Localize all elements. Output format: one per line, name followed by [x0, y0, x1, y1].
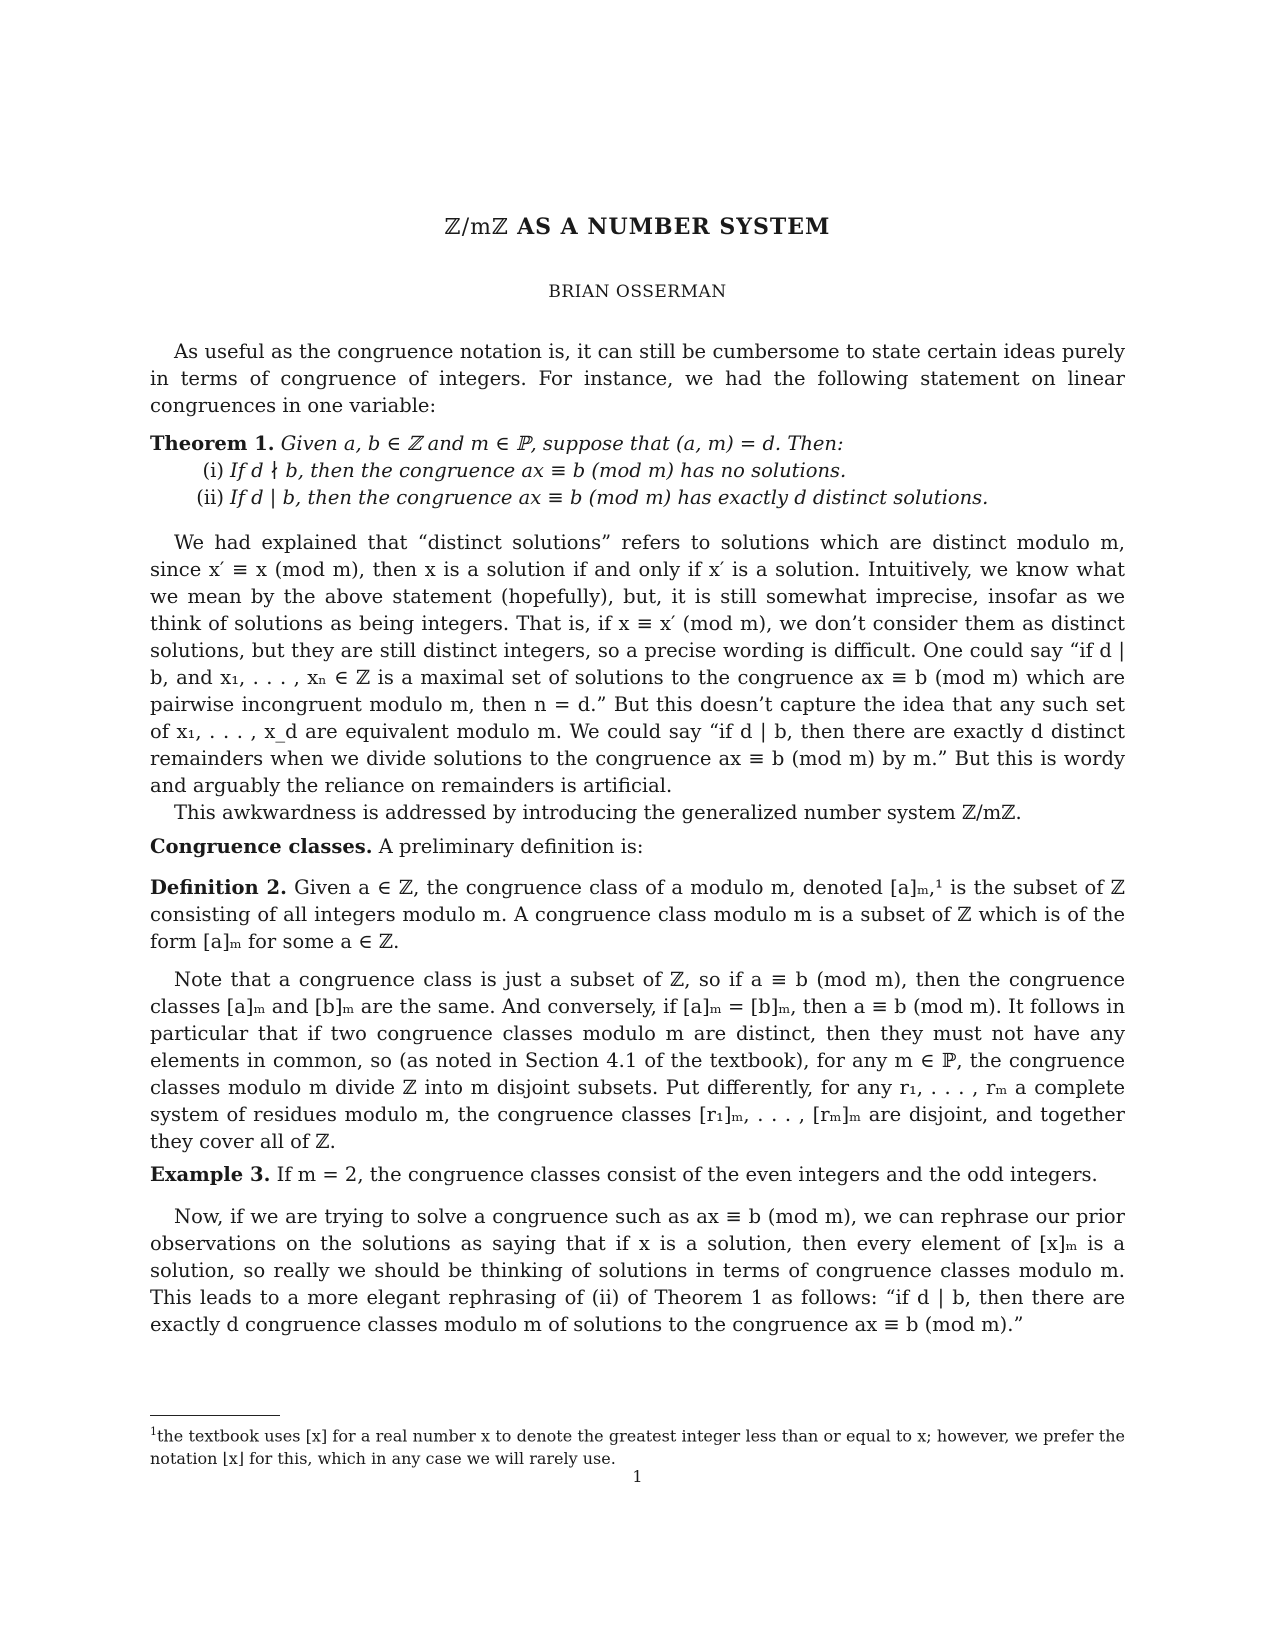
page-number: 1: [632, 1467, 643, 1486]
section-heading: Congruence classes.: [150, 835, 373, 858]
paragraph-distinct-solutions: We had explained that “distinct solutions” refers to solutions which are distinct modulo m, since x′ ≡ x (mod m), then x is a solution if and only if x′ is a solution. Intuitively, we know what we mean by the above statement (hopefully), but, it is still somewhat imprecise, insofar as we think of solutions as being integers. That is, if x ≡ x′ (mod m), we don’t consider them as distinct solutions, but they are still distinct integers, so a precise wording is difficult. One could say “if d | b, and x₁, . . . , xₙ ∈ ℤ is a maximal set of solutions to the congruence ax ≡ b (mod m) which are pairwise incongruent modulo m, then n = d.” But this doesn’t capture the idea that any such set of x₁, . . . , x_d are equivalent modulo m. We could say “if d | b, then there are exactly d distinct remainders when we divide solutions to the congruence ax ≡ b (mod m) by m.” But this is wordy and arguably the reliance on remainders is artificial. This awkwardness is addressed by introducing the generalized number system ℤ/mℤ.: [150, 531, 1125, 824]
footnote-rule: [150, 1415, 280, 1416]
example-head: Example 3.: [150, 1163, 271, 1186]
title-text: AS A NUMBER SYSTEM: [517, 214, 831, 240]
paragraph-rephrase: Now, if we are trying to solve a congruence such as ax ≡ b (mod m), we can rephrase our prior observations on the solutions as saying that if x is a solution, then every element of [x]ₘ is a solution, so really we should be thinking of solutions in terms of congruence classes modulo m. This leads to a more elegant rephrasing of (ii) of Theorem 1 as follows: “if d | b, then there are exactly d congruence classes modulo m of solutions to the congruence ax ≡ b (mod m).”: [150, 1205, 1125, 1336]
footnote: [150, 1420, 1125, 1470]
definition-head: Definition 2.: [150, 876, 287, 899]
intro-paragraph: As useful as the congruence notation is, it can still be cumbersome to state certain ideas purely in terms of congruence of integers. For instance, we had the following statement on linear congruences in one variable:: [150, 340, 1125, 417]
paragraph-awkwardness: This awkwardness is addressed by introducing the generalized number system ℤ/mℤ.: [174, 801, 1022, 824]
paragraph-note: Note that a congruence class is just a subset of ℤ, so if a ≡ b (mod m), then the congruence classes [a]ₘ and [b]ₘ are the same. And conversely, if [a]ₘ = [b]ₘ, then a ≡ b (mod m). It follows in particular that if two congruence classes modulo m are distinct, then they must not have any elements in common, so (as noted in Section 4.1 of the textbook), for any m ∈ ℙ, the congruence classes modulo m divide ℤ into m disjoint subsets. Put differently, for any r₁, . . . , rₘ a complete system of residues modulo m, the congruence classes [r₁]ₘ, . . . , [rₘ]ₘ are disjoint, and together they cover all of ℤ.: [150, 968, 1125, 1153]
definition-text: Given a ∈ ℤ, the congruence class of a modulo m, denoted [a]ₘ,¹ is the subset of ℤ consisting of all integers modulo m. A congruence class modulo m is a subset of ℤ which is of the form [a]ₘ for some a ∈ ℤ.: [150, 876, 1125, 953]
definition-2: [150, 874, 1125, 955]
section-intro: A preliminary definition is:: [378, 835, 644, 858]
theorem-1: [150, 430, 1125, 511]
author: BRIAN OSSERMAN: [548, 282, 727, 302]
example-text: If m = 2, the congruence classes consist of the even integers and the odd integers.: [276, 1163, 1098, 1186]
footnote-text: the textbook uses [x] for a real number x to denote the greatest integer less than or equal to x; however, we prefer the notation ⌊x⌋ for this, which in any case we will rarely use.: [150, 1426, 1125, 1469]
example-3: [150, 1161, 1125, 1188]
footnote-mark: 1: [150, 1425, 157, 1438]
theorem-items: [150, 457, 1125, 511]
paper-title: [0, 214, 1275, 240]
theorem-item: (ii) If d | b, then the congruence ax ≡ b (mod m) has exactly d distinct solutions.: [196, 486, 989, 509]
theorem-head: Theorem 1.: [150, 432, 275, 455]
theorem-item: (i) If d ∤ b, then the congruence ax ≡ b (mod m) has no solutions.: [202, 459, 847, 482]
title-math: ℤ/mℤ: [444, 215, 510, 240]
theorem-statement: Given a, b ∈ ℤ and m ∈ ℙ, suppose that (a, m) = d. Then:: [280, 432, 844, 455]
section-congruence-classes: [150, 833, 1125, 860]
